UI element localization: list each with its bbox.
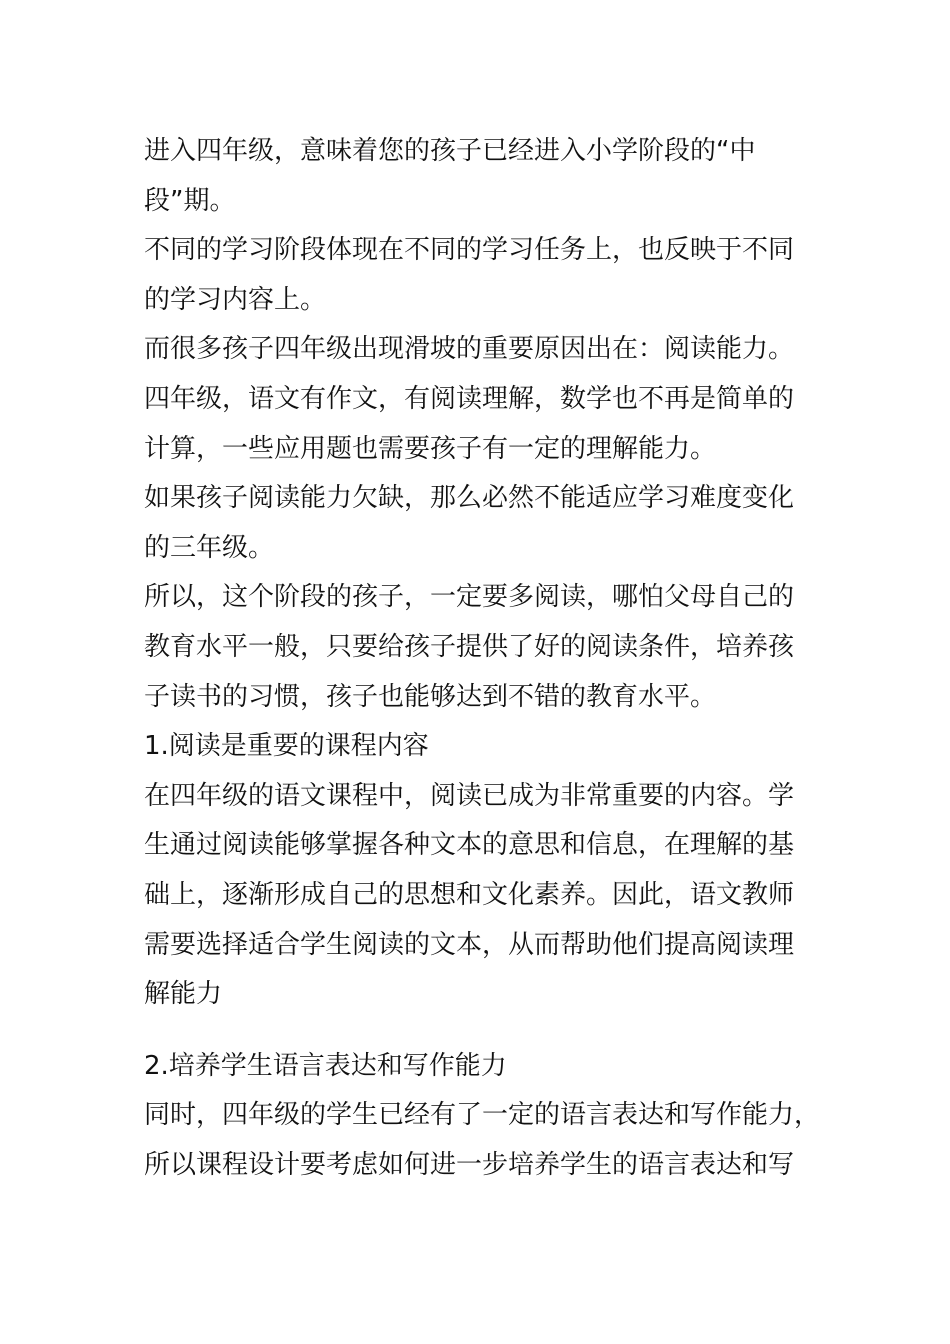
paragraph-subjects: [144, 375, 824, 474]
paragraph-lack: [144, 474, 824, 573]
text-line: 解能力: [144, 979, 223, 1010]
document-body: [144, 127, 824, 1190]
text-line: 在四年级的语文课程中，阅读已成为非常重要的内容。学: [144, 780, 795, 811]
text-line: 所以课程设计要考虑如何进一步培养学生的语言表达和写: [144, 1149, 795, 1180]
text-line: 教育水平一般，只要给孩子提供了好的阅读条件，培养孩: [144, 631, 795, 662]
text-line: 生通过阅读能够掌握各种文本的意思和信息，在理解的基: [144, 830, 795, 861]
heading-text: 2.培养学生语言表达和写作能力: [144, 1050, 507, 1081]
text-line: 如果孩子阅读能力欠缺，那么必然不能适应学习难度变化: [144, 483, 795, 514]
paragraph-intro: [144, 127, 824, 226]
section-heading-2: [144, 1042, 824, 1092]
section-heading-1: [144, 722, 824, 772]
paragraph-stages: [144, 226, 824, 325]
text-line: 四年级，语文有作文，有阅读理解，数学也不再是简单的: [144, 383, 795, 414]
paragraph-expression: [144, 1091, 824, 1190]
text-line: 进入四年级，意味着您的孩子已经进入小学阶段的“中: [144, 136, 756, 166]
paragraph-reading-course: [144, 772, 824, 1020]
text-line: 不同的学习阶段体现在不同的学习任务上，也反映于不同: [144, 235, 795, 266]
text-line: 所以，这个阶段的孩子，一定要多阅读，哪怕父母自己的: [144, 582, 795, 613]
text-line: 础上，逐渐形成自己的思想和文化素养。因此，语文教师: [144, 879, 795, 910]
text-line: 而很多孩子四年级出现滑坡的重要原因出在：阅读能力。: [144, 334, 795, 365]
text-line: 的三年级。: [144, 532, 275, 563]
text-line: 需要选择适合学生阅读的文本，从而帮助他们提高阅读理: [144, 929, 795, 960]
heading-text: 1.阅读是重要的课程内容: [144, 731, 429, 762]
text-line: 子读书的习惯，孩子也能够达到不错的教育水平。: [144, 681, 717, 712]
text-line: 的学习内容上。: [144, 284, 327, 315]
text-line: 计算，一些应用题也需要孩子有一定的理解能力。: [144, 433, 717, 464]
text-line: 段”期。: [144, 185, 236, 216]
text-line: 同时，四年级的学生已经有了一定的语言表达和写作能力，: [144, 1100, 821, 1131]
paragraph-reason: [144, 325, 824, 375]
paragraph-advice: [144, 573, 824, 722]
